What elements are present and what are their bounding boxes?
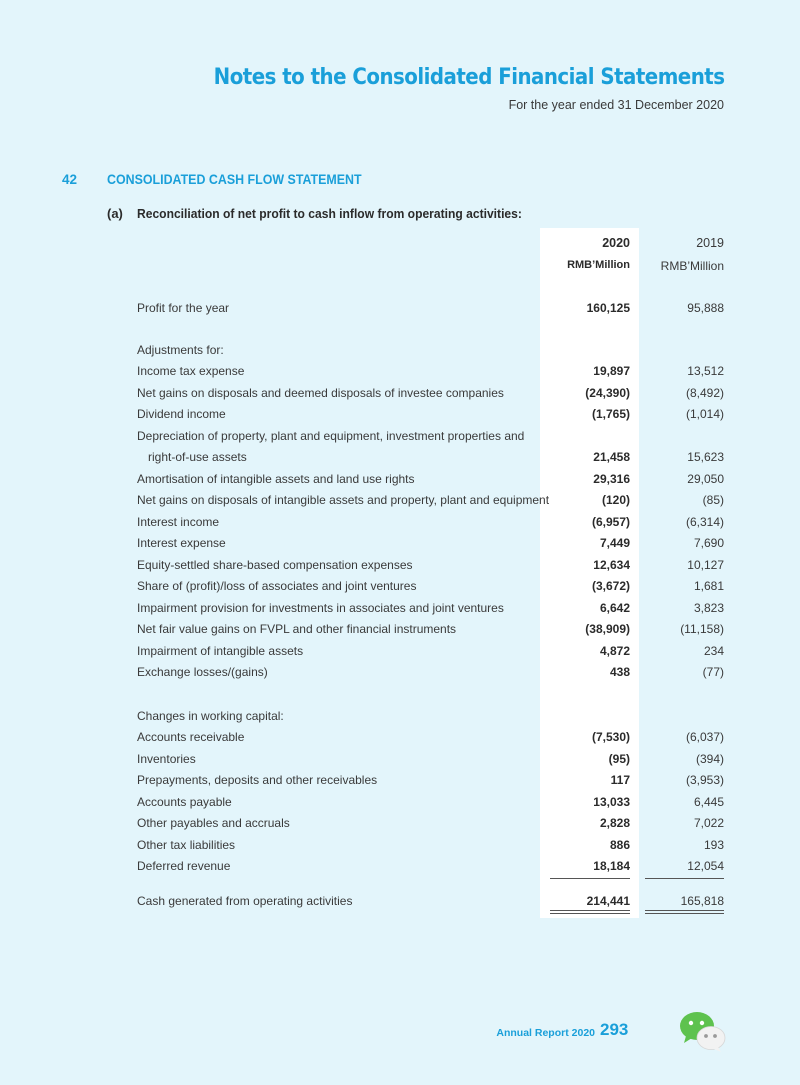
table-row xyxy=(0,709,800,727)
row-label: Share of (profit)/loss of associates and joint ventures xyxy=(137,579,417,593)
row-value-2019: (3,953) xyxy=(685,773,724,787)
column-header-2019: 2019 xyxy=(696,236,724,250)
row-value-2020: (6,957) xyxy=(591,515,630,529)
subtotal-rule-2020 xyxy=(550,878,630,879)
table-row xyxy=(0,301,800,319)
row-label: Net fair value gains on FVPL and other financial instruments xyxy=(137,622,457,636)
column-header-2020: 2020 xyxy=(602,236,630,250)
row-value-2020: 886 xyxy=(609,838,630,852)
table-row xyxy=(0,773,800,791)
subsection-letter: (a) xyxy=(107,206,123,221)
row-label: Deferred revenue xyxy=(137,859,231,873)
table-row xyxy=(0,816,800,834)
row-label: Accounts payable xyxy=(137,795,232,809)
page-header-subtitle: For the year ended 31 December 2020 xyxy=(508,98,724,112)
row-value-2020: 13,033 xyxy=(593,795,630,809)
table-row xyxy=(0,579,800,597)
table-row xyxy=(0,343,800,361)
table-row xyxy=(0,450,800,468)
row-value-2020: 29,316 xyxy=(593,472,630,486)
row-label: Exchange losses/(gains) xyxy=(137,665,268,679)
table-row xyxy=(0,558,800,576)
table-row xyxy=(0,859,800,877)
table-row xyxy=(0,795,800,813)
row-label: Inventories xyxy=(137,752,196,766)
row-label: Dividend income xyxy=(137,407,226,421)
table-row xyxy=(0,386,800,404)
table-row xyxy=(0,644,800,662)
row-value-2019: (6,314) xyxy=(685,515,724,529)
row-label: Net gains on disposals of intangible assets and property, plant and equipment xyxy=(137,493,550,507)
row-value-2020: 12,634 xyxy=(593,558,630,572)
row-label: Prepayments, deposits and other receivables xyxy=(137,773,378,787)
row-value-2019: 12,054 xyxy=(687,859,724,873)
row-value-2019: 1,681 xyxy=(693,579,724,593)
row-label: Impairment provision for investments in associates and joint ventures xyxy=(137,601,504,615)
row-value-2019: 10,127 xyxy=(687,558,724,572)
row-value-2019: 165,818 xyxy=(680,894,724,908)
row-value-2019: 234 xyxy=(703,644,724,658)
row-value-2020: (7,530) xyxy=(591,730,630,744)
row-value-2020: (24,390) xyxy=(585,386,630,400)
row-value-2020: 160,125 xyxy=(586,301,630,315)
row-value-2019: (394) xyxy=(695,752,724,766)
row-value-2020: (120) xyxy=(601,493,630,507)
row-label: Cash generated from operating activities xyxy=(137,894,353,908)
row-value-2020: (95) xyxy=(608,752,630,766)
table-row xyxy=(0,838,800,856)
row-label: Impairment of intangible assets xyxy=(137,644,304,658)
row-value-2019: (11,158) xyxy=(680,622,724,636)
row-value-2019: 29,050 xyxy=(687,472,724,486)
total-double-rule-2020-bottom xyxy=(550,913,630,914)
row-label: Amortisation of intangible assets and land use rights xyxy=(137,472,415,486)
row-value-2019: (85) xyxy=(702,493,724,507)
row-value-2019: (1,014) xyxy=(685,407,724,421)
footer-report-label: Annual Report 2020 xyxy=(496,1027,595,1039)
subsection-title: Reconciliation of net profit to cash inflow from operating activities: xyxy=(137,206,522,221)
row-value-2019: 6,445 xyxy=(693,795,724,809)
row-value-2020: 7,449 xyxy=(599,536,630,550)
row-value-2020: 19,897 xyxy=(593,364,630,378)
row-value-2019: 193 xyxy=(703,838,724,852)
table-row xyxy=(0,472,800,490)
row-label: Equity-settled share-based compensation expenses xyxy=(137,558,413,572)
section-title: CONSOLIDATED CASH FLOW STATEMENT xyxy=(107,172,362,187)
table-row xyxy=(0,407,800,425)
total-double-rule-2019-top xyxy=(645,910,724,911)
row-value-2020: 6,642 xyxy=(599,601,630,615)
row-value-2019: 7,690 xyxy=(693,536,724,550)
column-unit-2020: RMB’Million xyxy=(567,259,630,271)
table-row xyxy=(0,622,800,640)
row-value-2019: 7,022 xyxy=(693,816,724,830)
table-row xyxy=(0,515,800,533)
row-value-2019: 95,888 xyxy=(687,301,724,315)
row-label: right-of-use assets xyxy=(148,450,247,464)
table-row xyxy=(0,536,800,554)
table-row xyxy=(0,429,800,447)
row-label: Changes in working capital: xyxy=(137,709,284,723)
row-value-2020: 21,458 xyxy=(593,450,630,464)
row-value-2019: (8,492) xyxy=(685,386,724,400)
row-label: Net gains on disposals and deemed disposals of investee companies xyxy=(137,386,504,400)
row-value-2020: 214,441 xyxy=(586,894,630,908)
table-row xyxy=(0,364,800,382)
row-label: Depreciation of property, plant and equipment, investment properties and xyxy=(137,429,525,443)
row-value-2020: 18,184 xyxy=(593,859,630,873)
row-label: Profit for the year xyxy=(137,301,230,315)
row-value-2019: (77) xyxy=(702,665,724,679)
table-row xyxy=(0,601,800,619)
table-row xyxy=(0,493,800,511)
footer-page-number: 293 xyxy=(600,1020,629,1039)
row-value-2020: (1,765) xyxy=(591,407,630,421)
row-label: Interest income xyxy=(137,515,220,529)
table-row xyxy=(0,730,800,748)
row-label: Interest expense xyxy=(137,536,226,550)
row-value-2020: (3,672) xyxy=(591,579,630,593)
row-label: Adjustments for: xyxy=(137,343,224,357)
row-value-2019: 13,512 xyxy=(687,364,724,378)
page-header-title: Notes to the Consolidated Financial Statements xyxy=(213,64,724,90)
row-value-2019: 15,623 xyxy=(687,450,724,464)
row-label: Other tax liabilities xyxy=(137,838,236,852)
total-double-rule-2019-bottom xyxy=(645,913,724,914)
row-label: Other payables and accruals xyxy=(137,816,290,830)
wechat-logo-icon xyxy=(678,1010,726,1052)
row-value-2019: 3,823 xyxy=(693,601,724,615)
column-unit-2019: RMB’Million xyxy=(660,259,724,273)
row-label: Income tax expense xyxy=(137,364,245,378)
row-value-2019: (6,037) xyxy=(685,730,724,744)
section-number: 42 xyxy=(62,172,78,187)
subtotal-rule-2019 xyxy=(645,878,724,879)
row-value-2020: 117 xyxy=(610,773,630,787)
total-double-rule-2020-top xyxy=(550,910,630,911)
table-row xyxy=(0,665,800,683)
row-value-2020: 2,828 xyxy=(599,816,630,830)
row-value-2020: 438 xyxy=(609,665,630,679)
row-value-2020: (38,909) xyxy=(585,622,630,636)
table-row xyxy=(0,752,800,770)
row-label: Accounts receivable xyxy=(137,730,245,744)
row-value-2020: 4,872 xyxy=(599,644,630,658)
